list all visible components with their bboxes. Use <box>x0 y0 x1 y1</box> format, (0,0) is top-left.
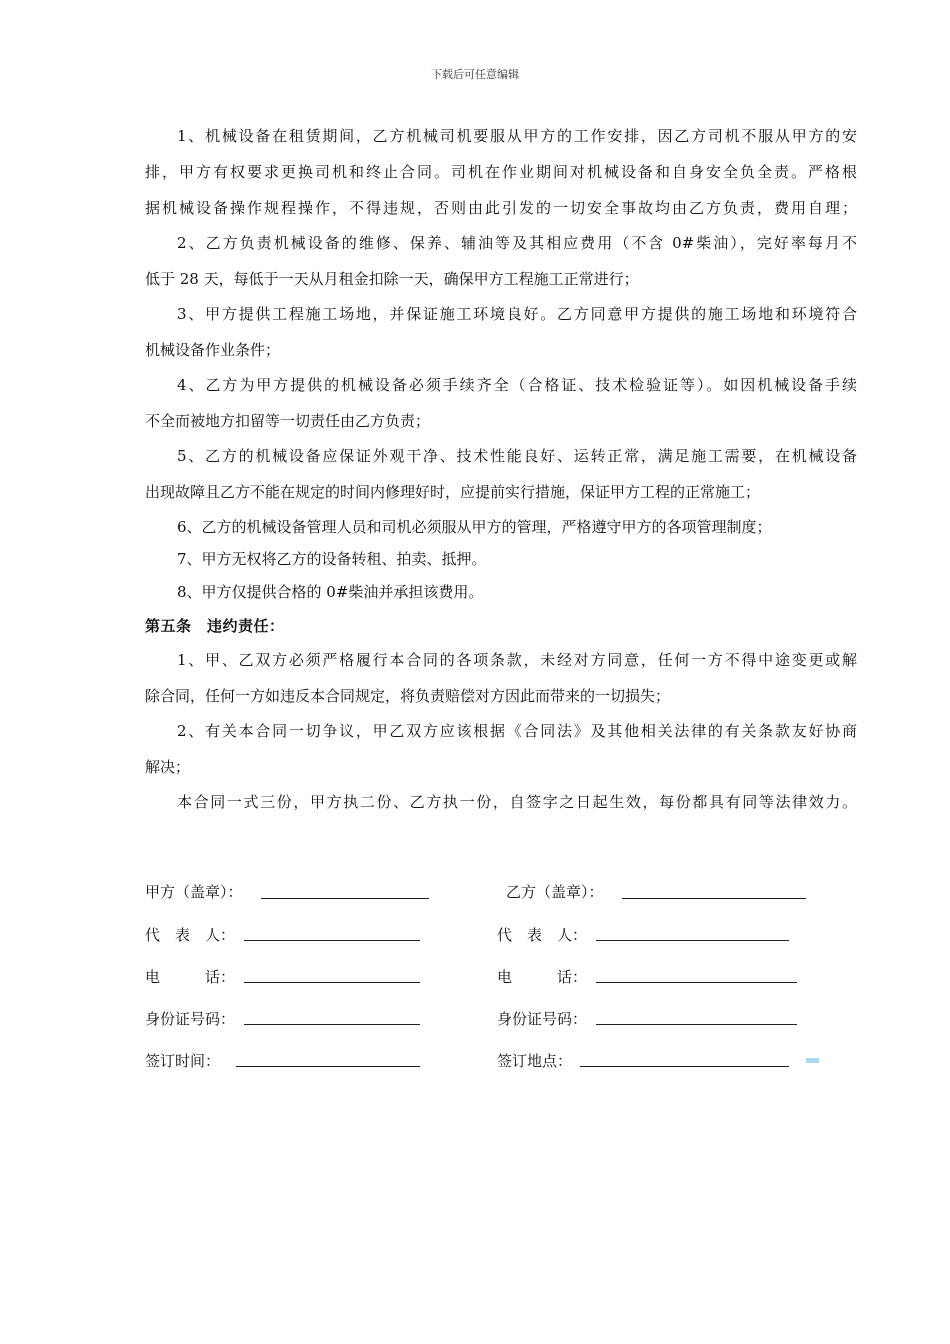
clause-6-line-1: 6、乙方的机械设备管理人员和司机必须服从甲方的管理，严格遵守甲方的各项管理制度； <box>177 518 772 536</box>
party-a-seal-label: 甲方（盖章）： <box>145 883 243 901</box>
party-a-rep-label: 代 表 人： <box>145 926 236 944</box>
clause-2-line-1: 2、乙方负责机械设备的维修、保养、辅油等及其相应费用（不含 0#柴油），完好率每月不 <box>177 234 857 252</box>
party-b-rep-label: 代 表 人： <box>497 926 588 944</box>
clause-3-line-1: 3、甲方提供工程施工场地，并保证施工环境良好。乙方同意甲方提供的施工场地和环境符合 <box>177 305 857 323</box>
clause-5-line-2: 出现故障且乙方不能在规定的时间内修理好时，应提前实行措施，保证甲方工程的正常施工； <box>145 483 761 501</box>
party-b-rep-line <box>596 940 789 941</box>
party-a-date-label: 签订时间： <box>145 1052 221 1070</box>
clause-1-line-3: 据机械设备操作规程操作，不得违规，否则由此引发的一切安全事故均由乙方负责，费用自理； <box>145 199 857 217</box>
page-header: 下载后可任意编辑 <box>431 68 519 81</box>
article-5-item-1-line-1: 1、甲、乙双方必须严格履行本合同的各项条款，未经对方同意，任何一方不得中途变更或解 <box>177 651 857 669</box>
party-b-phone-line <box>596 982 797 983</box>
article-5-title: 第五条 违约责任： <box>145 617 285 635</box>
party-b-phone-label: 电 话： <box>497 968 588 986</box>
article-5-item-2-line-1: 2、有关本合同一切争议，甲乙双方应该根据《合同法》及其他相关法律的有关条款友好协商 <box>177 722 857 740</box>
party-b-seal-label: 乙方（盖章）： <box>506 883 604 901</box>
party-a-seal-line <box>261 898 429 899</box>
clause-1-line-2: 排，甲方有权要求更换司机和终止合同。司机在作业期间对机械设备和自身安全负全责。严格根 <box>145 163 857 181</box>
party-a-rep-line <box>244 940 420 941</box>
party-a-phone-label: 电 话： <box>145 968 236 986</box>
clause-5-line-1: 5、乙方的机械设备应保证外观干净、技术性能良好、运转正常，满足施工需要，在机械设备 <box>177 447 857 465</box>
clause-4-line-2: 不全而被地方扣留等一切责任由乙方负责； <box>145 412 431 430</box>
party-a-date-line <box>236 1066 420 1067</box>
party-a-id-label: 身份证号码： <box>145 1010 236 1028</box>
article-5-item-1-line-2: 除合同，任何一方如违反本合同规定，将负责赔偿对方因此而带来的一切损失； <box>145 687 671 705</box>
clause-4-line-1: 4、乙方为甲方提供的机械设备必须手续齐全（合格证、技术检验证等）。如因机械设备手续 <box>177 376 857 394</box>
party-b-place-line <box>580 1066 789 1067</box>
article-5-item-2-line-2: 解决； <box>145 758 191 776</box>
decorative-mark <box>806 1058 819 1063</box>
party-b-seal-line <box>622 898 806 899</box>
party-b-id-label: 身份证号码： <box>497 1010 588 1028</box>
clause-2-line-2: 低于 28 天，每低于一天从月租金扣除一天，确保甲方工程施工正常进行； <box>145 270 639 288</box>
party-b-id-line <box>596 1024 797 1025</box>
clause-8-line-1: 8、甲方仅提供合格的 0#柴油并承担该费用。 <box>177 583 484 601</box>
contract-copies-statement: 本合同一式三份，甲方执二份、乙方执一份，自签字之日起生效，每份都具有同等法律效力。 <box>177 793 857 811</box>
party-b-place-label: 签订地点： <box>497 1052 573 1070</box>
clause-3-line-2: 机械设备作业条件； <box>145 341 281 359</box>
clause-1-line-1: 1、机械设备在租赁期间，乙方机械司机要服从甲方的工作安排，因乙方司机不服从甲方的安 <box>177 127 857 145</box>
clause-7-line-1: 7、甲方无权将乙方的设备转租、拍卖、抵押。 <box>177 550 487 568</box>
party-a-phone-line <box>244 982 420 983</box>
party-a-id-line <box>244 1024 420 1025</box>
